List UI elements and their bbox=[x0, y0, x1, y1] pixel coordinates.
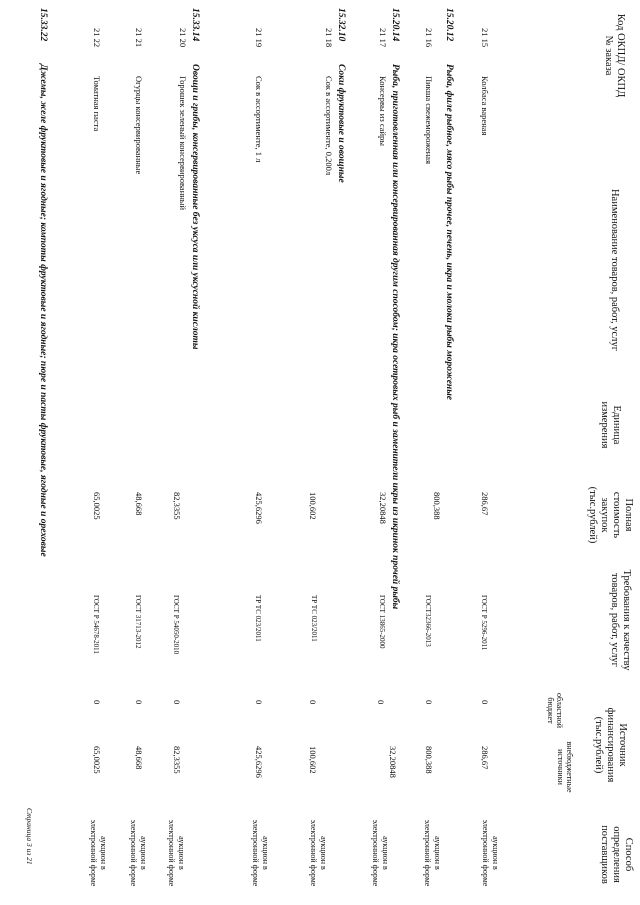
row-code: 21 16 bbox=[424, 28, 434, 48]
row-requirements: ГОСТ Р 5296-2011 bbox=[480, 595, 488, 651]
row-code: 21 18 bbox=[324, 28, 334, 48]
row-name: Сок в ассортименте, 1 л bbox=[254, 76, 264, 163]
category-code: 15.20.14 bbox=[390, 8, 400, 42]
row-method: аукцион в электронной форме bbox=[481, 819, 500, 887]
row-cost: 800,388 bbox=[432, 492, 442, 520]
header-funding-regional: областной бюджет bbox=[546, 692, 564, 729]
row-method: аукцион в электронной форме bbox=[371, 819, 390, 887]
row-name: Консервы из сайры bbox=[378, 76, 388, 146]
row-method: аукцион в электронной форме bbox=[167, 819, 186, 887]
row-cost: 425,6296 bbox=[254, 492, 264, 524]
row-method: аукцион в электронной форме bbox=[89, 819, 108, 887]
category-title: Джемы, желе фруктовые и ягодные; компоты фруктовые и ягодные; пюре и пасты фруктовые, ягодные и ореховые bbox=[38, 64, 48, 557]
row-name: Пикша свежемороженая bbox=[424, 76, 434, 164]
row-requirements: ГОСТ Р 54678-2011 bbox=[92, 595, 100, 654]
row-method: аукцион в электронной форме bbox=[251, 819, 270, 887]
header-requirements: Требования к качеству товаров, работ, услуг bbox=[609, 569, 632, 671]
row-cost: 65,0025 bbox=[92, 492, 102, 520]
row-requirements: ГОСТ32366-2013 bbox=[424, 595, 432, 647]
row-cost: 100,602 bbox=[308, 492, 318, 520]
header-code: Код ОКПД/ ОКПД № заказа bbox=[603, 13, 626, 98]
row-funding-extra: 32,20848 bbox=[388, 746, 398, 778]
row-funding-extra: 65,0025 bbox=[92, 746, 102, 774]
row-method: аукцион в электронной форме bbox=[423, 819, 442, 887]
row-name: Огурцы консервированные bbox=[134, 76, 144, 175]
category-title: Соки фруктовые и овощные bbox=[336, 64, 346, 183]
category-code: 15.33.14 bbox=[190, 8, 200, 42]
header-funding-extra: внебюджетные источники bbox=[556, 741, 574, 793]
category-code: 15.20.12 bbox=[444, 8, 454, 42]
row-funding-extra: 800,388 bbox=[424, 746, 434, 774]
row-code: 21 20 bbox=[178, 28, 188, 48]
category-code: 15.33.22 bbox=[38, 8, 48, 42]
row-funding-regional: 0 bbox=[308, 700, 318, 705]
row-name: Сок в ассортименте, 0,200л bbox=[324, 76, 334, 176]
row-name: Горошек зеленый консервированный bbox=[178, 76, 188, 211]
row-funding-extra: 82,3355 bbox=[172, 746, 182, 774]
row-requirements: ГОСТ 31713-2012 bbox=[134, 595, 142, 649]
category-code: 15.32.10 bbox=[336, 8, 346, 42]
row-requirements: ГОСТ 13865-2000 bbox=[378, 595, 386, 649]
row-method: аукцион в электронной форме bbox=[309, 819, 328, 887]
row-cost: 82,3355 bbox=[172, 492, 182, 520]
row-name: Колбаса вареная bbox=[480, 76, 490, 136]
row-funding-regional: 0 bbox=[134, 700, 144, 705]
row-funding-regional: 0 bbox=[172, 700, 182, 705]
row-funding-extra: 100,602 bbox=[308, 746, 318, 774]
header-funding: Источник финансирования (тыс.рублей) bbox=[593, 707, 628, 783]
category-title: Рыба, приготовленная или консервированная другим способом; икра осетровых рыб и заменители икры из икринок прочей рыбы bbox=[390, 64, 400, 610]
header-name: Наименование товаров, работ, услуг bbox=[609, 188, 620, 352]
row-requirements: ТР ТС 023/2011 bbox=[254, 595, 262, 642]
row-method: аукцион в электронной форме bbox=[129, 819, 148, 887]
row-code: 21 22 bbox=[92, 28, 102, 48]
row-funding-extra: 48,668 bbox=[134, 746, 144, 770]
row-cost: 32,20848 bbox=[378, 492, 388, 524]
page-number: Страница 3 из 21 bbox=[25, 808, 34, 865]
header-cost: Полная стоимость закупок (тыс.рублей) bbox=[587, 486, 634, 544]
row-funding-regional: 0 bbox=[254, 700, 264, 705]
row-cost: 286,67 bbox=[480, 492, 490, 516]
row-funding-regional: 0 bbox=[480, 700, 490, 705]
row-name: Томатная паста bbox=[92, 76, 102, 132]
row-funding-regional: 0 bbox=[424, 700, 434, 705]
row-funding-regional: 0 bbox=[376, 700, 386, 705]
row-requirements: ГОСТ Р 54050-2010 bbox=[172, 595, 180, 655]
row-cost: 48,668 bbox=[134, 492, 144, 516]
header-method: Способ определения поставщиков bbox=[599, 825, 634, 884]
row-code: 21 15 bbox=[480, 28, 490, 48]
row-code: 21 17 bbox=[378, 28, 388, 48]
row-funding-extra: 286,67 bbox=[480, 746, 490, 770]
header-unit: Единица измерения bbox=[599, 401, 622, 449]
row-code: 21 21 bbox=[134, 28, 144, 48]
category-title: Овощи и грибы, консервированные без уксуса или уксусной кислоты bbox=[190, 64, 200, 350]
row-code: 21 19 bbox=[254, 28, 264, 48]
category-title: Рыба, филе рыбное, мясо рыбы прочее, печень, икра и молоки рыбы мороженые bbox=[444, 64, 454, 401]
row-funding-regional: 0 bbox=[92, 700, 102, 705]
row-funding-extra: 425,6296 bbox=[254, 746, 264, 778]
row-requirements: ТР ТС 023/2011 bbox=[310, 595, 318, 642]
